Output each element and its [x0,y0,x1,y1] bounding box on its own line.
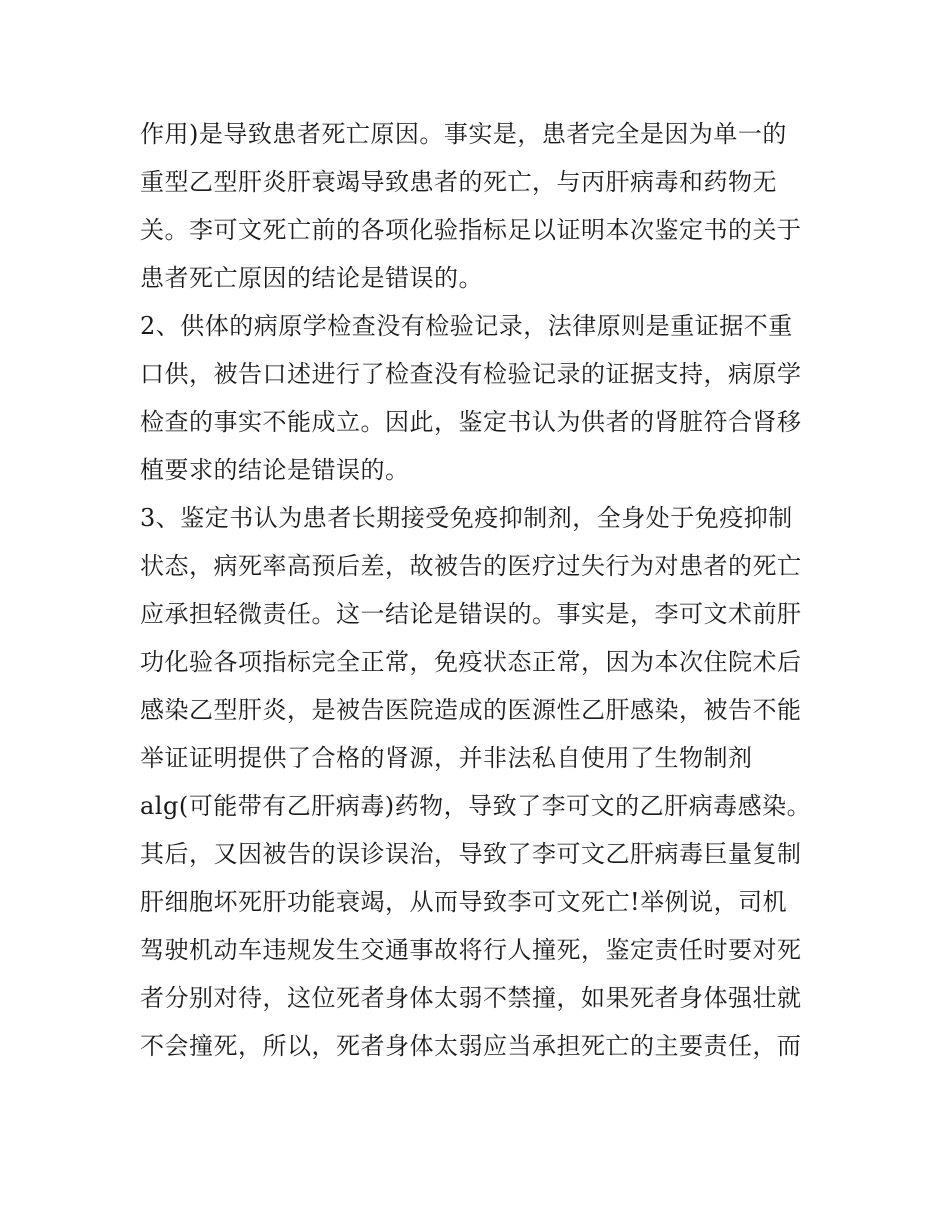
text-line: 患者死亡原因的结论是错误的。 [140,264,483,292]
text-line: 不会撞死，所以，死者身体太弱应当承担死亡的主要责任，而 [140,1032,802,1060]
text-line: 2、供体的病原学检查没有检验记录，法律原则是重证据不重 [140,312,793,340]
text-line: 者分别对待，这位死者身体太弱不禁撞，如果死者身体强壮就 [140,984,802,1012]
body-text [140,110,830,1070]
text-line: 功化验各项指标完全正常，免疫状态正常，因为本次住院术后 [140,648,802,676]
text-line: 口供，被告口述进行了检查没有检验记录的证据支持，病原学 [140,360,802,388]
text-line: 重型乙型肝炎肝衰竭导致患者的死亡，与丙肝病毒和药物无 [140,168,777,196]
text-line: 肝细胞坏死肝功能衰竭，从而导致李可文死亡!举例说，司机 [140,888,788,916]
text-line: 作用)是导致患者死亡原因。事实是，患者完全是因为单一的 [140,120,787,148]
text-line: 应承担轻微责任。这一结论是错误的。事实是，李可文术前肝 [140,600,802,628]
text-line: 3、鉴定书认为患者长期接受免疫抑制剂，全身处于免疫抑制 [140,504,793,532]
text-line: 感染乙型肝炎，是被告医院造成的医源性乙肝感染，被告不能 [140,696,802,724]
text-line: 植要求的结论是错误的。 [140,456,410,484]
text-line: 举证证明提供了合格的肾源，并非法私自使用了生物制剂 [140,744,753,772]
text-line: 驾驶机动车违规发生交通事故将行人撞死，鉴定责任时要对死 [140,936,802,964]
text-line: 关。李可文死亡前的各项化验指标足以证明本次鉴定书的关于 [140,216,802,244]
text-line: 状态，病死率高预后差，故被告的医疗过失行为对患者的死亡 [140,552,802,580]
text-line: 检查的事实不能成立。因此，鉴定书认为供者的肾脏符合肾移 [140,408,802,436]
text-line: 其后，又因被告的误诊误治，导致了李可文乙肝病毒巨量复制 [140,840,802,868]
text-line: alg(可能带有乙肝病毒)药物，导致了李可文的乙肝病毒感染。 [140,792,812,820]
